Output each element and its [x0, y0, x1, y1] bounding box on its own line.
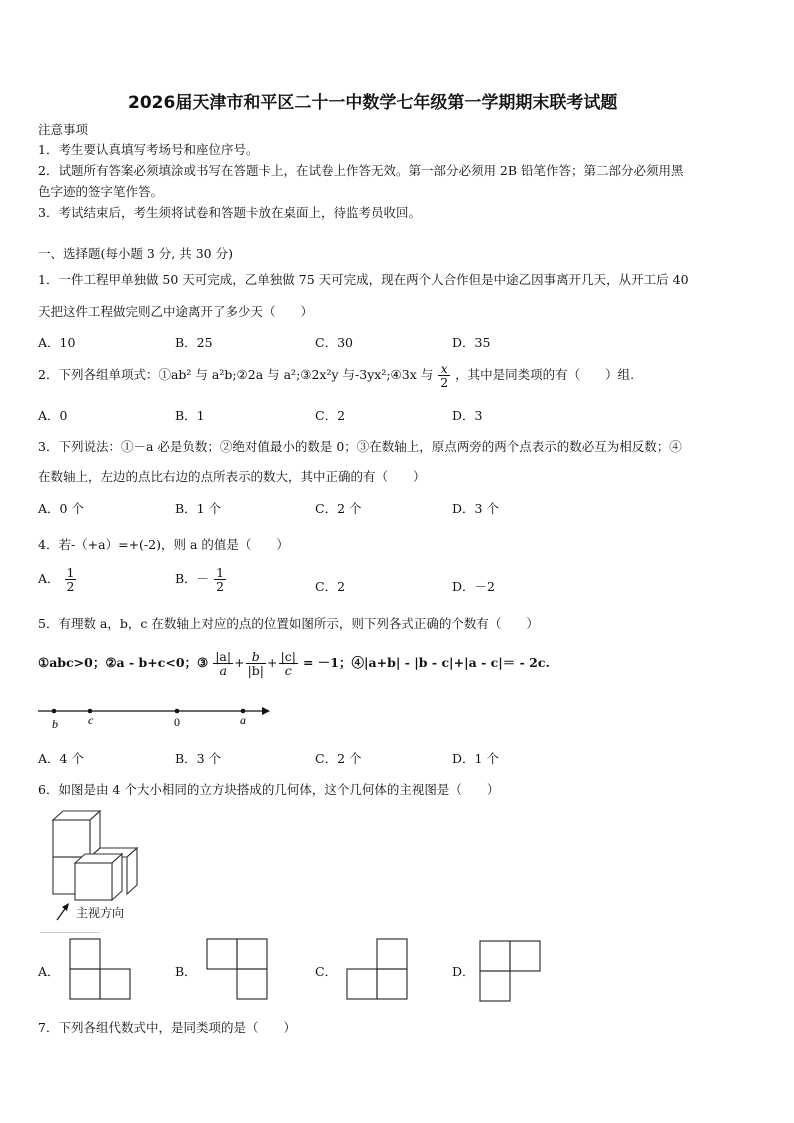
q5-frac-2	[246, 650, 266, 677]
label-zero: 0	[174, 715, 180, 729]
q2-fraction-den: 2	[440, 375, 449, 391]
number-line-arrow	[262, 707, 270, 715]
q5-stem: 5．有理数 a，b，c 在数轴上对应的点的位置如图所示，则下列各式正确的个数有（ ）	[38, 616, 539, 631]
q6-option-d-figure	[479, 940, 543, 1004]
q3-option-b: B．1 个	[175, 501, 222, 516]
q2-text-post: ，其中是同类项的有（ ）组.	[455, 367, 635, 383]
notice-item-2: 2．试题所有答案必须填涂或书写在答题卡上，在试卷上作答无效。第一部分必须用 2B 铅笔作答；第二部分必须用黑	[38, 163, 684, 178]
q3-option-c: C．2 个	[315, 501, 362, 516]
section-heading: 一、选择题(每小题 3 分, 共 30 分)	[38, 246, 233, 261]
q6-option-b-figure	[206, 938, 270, 1002]
q5-frac-3	[279, 650, 298, 677]
figure-divider	[40, 932, 100, 933]
q6-option-a-label: A．	[38, 964, 60, 979]
q3-option-d: D．3 个	[452, 501, 499, 516]
q5-frac-1-den: a	[219, 663, 227, 679]
point-origin	[175, 709, 180, 714]
q2-text-pre: 2．下列各组单项式：①ab² 与 a²b;②2a 与 a²;③2x²y 与-3yx²;④3x 与	[38, 367, 434, 383]
q1-option-a: A．10	[38, 335, 76, 350]
notice-item-1: 1．考生要认真填写考场号和座位序号。	[38, 142, 259, 157]
point-b	[52, 709, 57, 714]
q5-frac-2-num: b	[246, 650, 266, 664]
q5-plus-2: +	[267, 655, 278, 671]
q5-frac-2-den: |b|	[247, 663, 265, 679]
q6-option-b-label: B．	[175, 964, 197, 979]
q6-option-a-figure	[69, 938, 133, 1002]
q1-line2: 天把这件工程做完则乙中途离开了多少天（ ）	[38, 304, 314, 319]
q5-frac-3-den: c	[284, 663, 292, 679]
q2-option-b: B．1	[175, 408, 205, 423]
q1-option-c: C．30	[315, 335, 353, 350]
q5-frac-1-num: |a|	[215, 649, 232, 664]
q4-option-a-num: 1	[66, 565, 75, 580]
q4-option-b-label: B．－	[175, 571, 210, 587]
q2-stem	[38, 362, 634, 389]
q3-line2: 在数轴上，左边的点比右边的点所表示的数大，其中正确的有（ ）	[38, 469, 426, 484]
q4-option-a	[38, 566, 77, 593]
q6-stem: 6．如图是由 4 个大小相同的立方块搭成的几何体，这个几何体的主视图是（ ）	[38, 782, 500, 797]
view-arrow-head	[62, 903, 69, 911]
label-a: a	[240, 713, 246, 727]
q2-option-d: D．3	[452, 408, 483, 423]
q6-option-c-label: C．	[315, 964, 338, 979]
notice-heading: 注意事项	[38, 122, 89, 137]
q4-option-a-den: 2	[66, 579, 75, 595]
q7-stem: 7．下列各组代数式中，是同类项的是（ ）	[38, 1020, 296, 1035]
q4-option-b-num: 1	[216, 565, 225, 580]
q5-option-a: A．4 个	[38, 751, 84, 766]
page-title: 2026届天津市和平区二十一中数学七年级第一学期期末联考试题	[128, 93, 618, 113]
q4-stem: 4．若-（+a）=+(-2)，则 a 的值是（ ）	[38, 537, 289, 552]
view-direction-label: 主视方向	[76, 906, 125, 920]
back-cube-front-upper	[53, 820, 90, 857]
q1-option-b: B．25	[175, 335, 213, 350]
label-c: c	[88, 713, 94, 727]
q5-frac-3-num: |c|	[280, 649, 296, 664]
q5-option-c: C．2 个	[315, 751, 362, 766]
q2-fraction-num: x	[438, 362, 450, 376]
q5-statements	[38, 650, 550, 677]
q4-option-a-label: A．	[38, 571, 60, 587]
q2-option-c: C．2	[315, 408, 346, 423]
q6-option-d-label: D．	[452, 964, 475, 979]
number-line	[38, 700, 278, 734]
q4-option-b	[175, 566, 227, 593]
q6-option-c-figure	[346, 938, 410, 1002]
q3-line1: 3．下列说法：①－a 必是负数；②绝对值最小的数是 0；③在数轴上，原点两旁的两个点表示的数必互为相反数；④	[38, 439, 682, 454]
q5-option-d: D．1 个	[452, 751, 499, 766]
q5-s1: ①abc>0；②a - b+c<0；③	[38, 655, 209, 671]
q5-option-b: B．3 个	[175, 751, 222, 766]
back-cube-top-face	[53, 811, 100, 820]
q4-option-b-den: 2	[216, 579, 225, 595]
q4-option-d: D．－2	[452, 579, 495, 594]
q1-option-d: D．35	[452, 335, 491, 350]
q2-option-a: A．0	[38, 408, 68, 423]
q4-option-a-fraction	[65, 566, 77, 593]
q5-plus-1: +	[234, 655, 245, 671]
front-cube-front	[75, 863, 112, 900]
back-cube-side-face	[90, 811, 100, 857]
q4-option-b-fraction	[214, 566, 226, 593]
notice-item-3: 3．考试结束后，考生须将试卷和答题卡放在桌面上，待监考员收回。	[38, 205, 421, 220]
notice-item-2-cont: 色字迹的签字笔作答。	[38, 184, 164, 199]
label-b: b	[52, 717, 58, 731]
q1-line1: 1．一件工程甲单独做 50 天可完成，乙单独做 75 天可完成，现在两个人合作但是中途乙因事离开几天，从开工后 40	[38, 272, 689, 287]
right-back-cube-side	[127, 848, 137, 894]
q5-frac-1	[213, 650, 233, 677]
q2-fraction	[438, 362, 450, 389]
q3-option-a: A．0 个	[38, 501, 84, 516]
q4-option-c: C．2	[315, 579, 346, 594]
q5-s-rest: = －1；④|a+b| - |b - c|+|a - c|＝ - 2c.	[302, 655, 550, 671]
